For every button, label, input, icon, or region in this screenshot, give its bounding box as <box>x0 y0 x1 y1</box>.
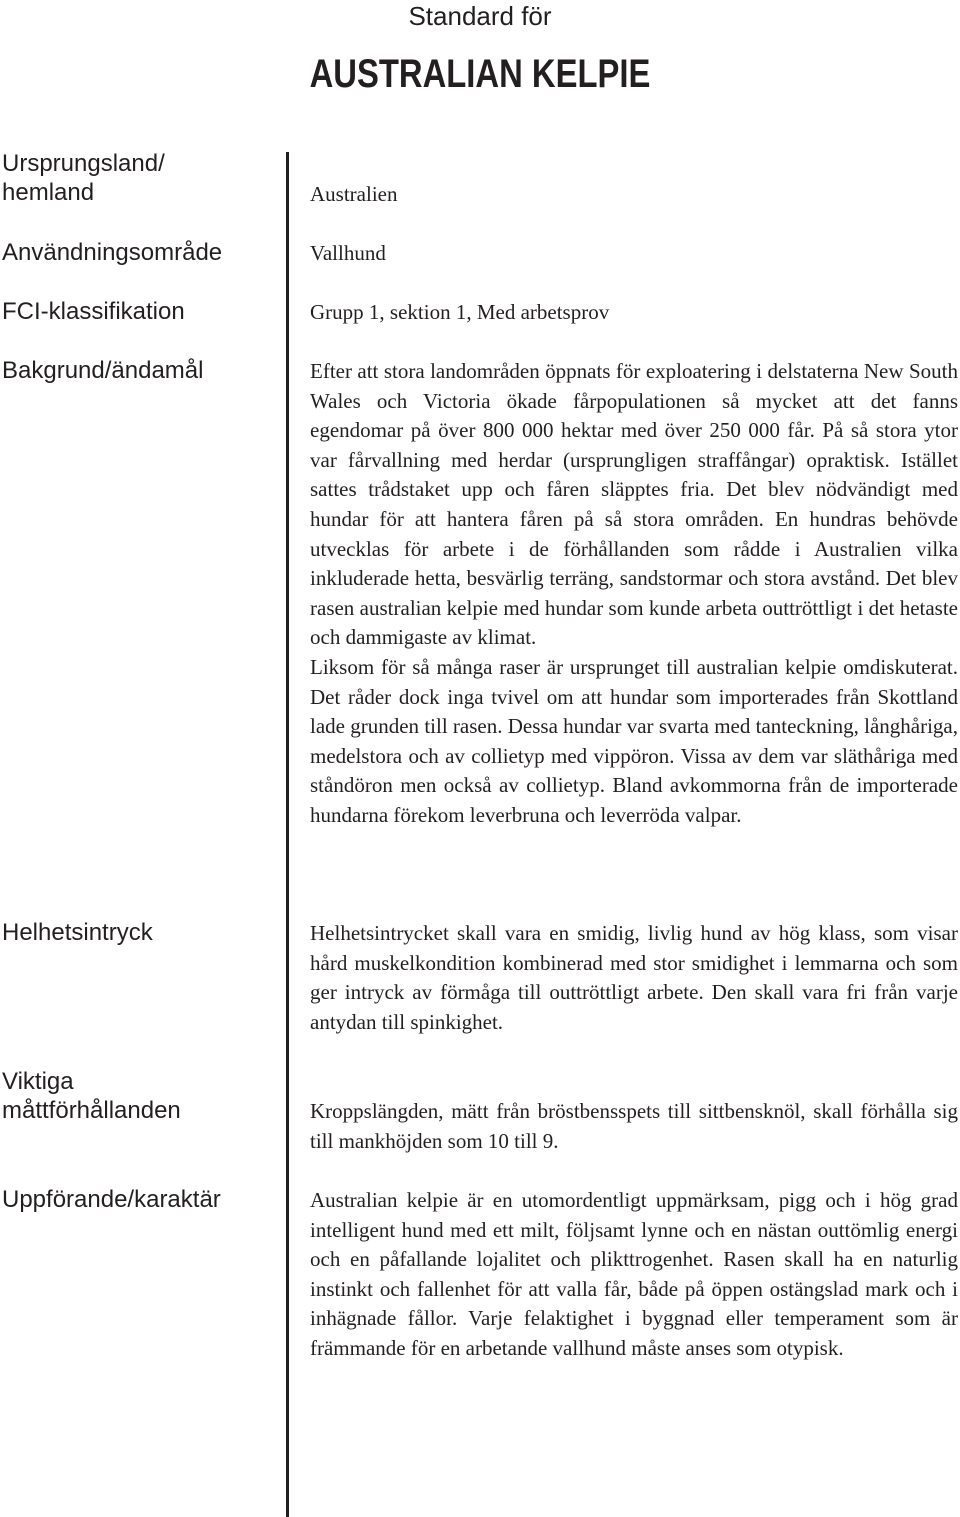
label-proportions: Viktiga måttförhållanden <box>2 1068 181 1124</box>
label-background: Bakgrund/ändamål <box>2 357 204 384</box>
label-general: Helhetsintryck <box>2 919 153 946</box>
background-paragraph: Liksom för så många raser är ursprunget till australian kelpie omdiskuterat. Det råder dock inga tvivel om att hundar som importerades från Skottland lade grunden till rasen. Dessa hundar var svarta med tanteckning, långhåriga, medelstora och av collietyp med vippöron. Vissa av dem var släthåriga med ståndöron men också av collietyp. Bland avkommorna från de importerade hundarna förekom leverbruna och leverröda valpar. <box>310 654 958 827</box>
value-proportions: Kroppslängden, mätt från bröstbensspets till sittbensknöl, skall förhålla sig till mankhöjden som 10 till 9. <box>310 1099 958 1153</box>
value-temperament: Australian kelpie är en utomordentligt uppmärksam, pigg och i hög grad intelligent hund med ett milt, följsamt lynne och en nästan outtömlig energi och en påfallande lojalitet och plikttrogenhet. Rasen skall ha en naturlig instinkt och fallenhet för att valla får, både på öppen ostängslad mark och i inhägnade fållor. Varje felaktighet i byggnad eller temperament som är främmande för en arbetande vallhund måste anses som otypisk. <box>310 1188 958 1360</box>
page-title: AUSTRALIAN KELPIE <box>309 52 651 96</box>
value-background <box>310 357 958 831</box>
label-origin: Ursprungsland/ hemland <box>2 150 165 206</box>
label-usage: Användningsområde <box>2 239 223 266</box>
label-temperament: Uppförande/karaktär <box>2 1186 221 1213</box>
label-fci: FCI-klassifikation <box>2 298 185 325</box>
column-divider <box>286 152 289 1517</box>
value-general: Helhetsintrycket skall vara en smidig, livlig hund av hög klass, som visar hård muskelkondition kombinerad med stor smidighet i lemmarna och som ger intryck av förmåga till outtröttligt arbete. Den skall vara fri från varje antydan till spinkighet. <box>310 921 958 1034</box>
value-usage: Vallhund <box>310 241 386 265</box>
background-paragraph: Efter att stora landområden öppnats för exploatering i delstaterna New South Wales och Victoria ökade fårpopulationen så mycket att det fanns egendomar på över 800 000 hektar med över 250 000 får. På så stora ytor var fårvallning med herdar (ursprungligen straffångar) opraktisk. Istället sattes trådstaket upp och fåren släpptes fria. Det blev nödvändigt med hundar för att hantera fåren på så stora områden. En hundras behövde utvecklas för arbete i de förhållanden som rådde i Australien vilka inkluderade hetta, besvärlig terräng, sandstormar och stora avstånd. Det blev rasen australian kelpie med hundar som kunde arbeta outtröttligt i det hetaste och dammigaste av klimat. <box>310 359 958 650</box>
pre-title: Standard för <box>408 1 552 31</box>
value-fci: Grupp 1, sektion 1, Med arbetsprov <box>310 300 610 324</box>
value-origin: Australien <box>310 182 398 206</box>
